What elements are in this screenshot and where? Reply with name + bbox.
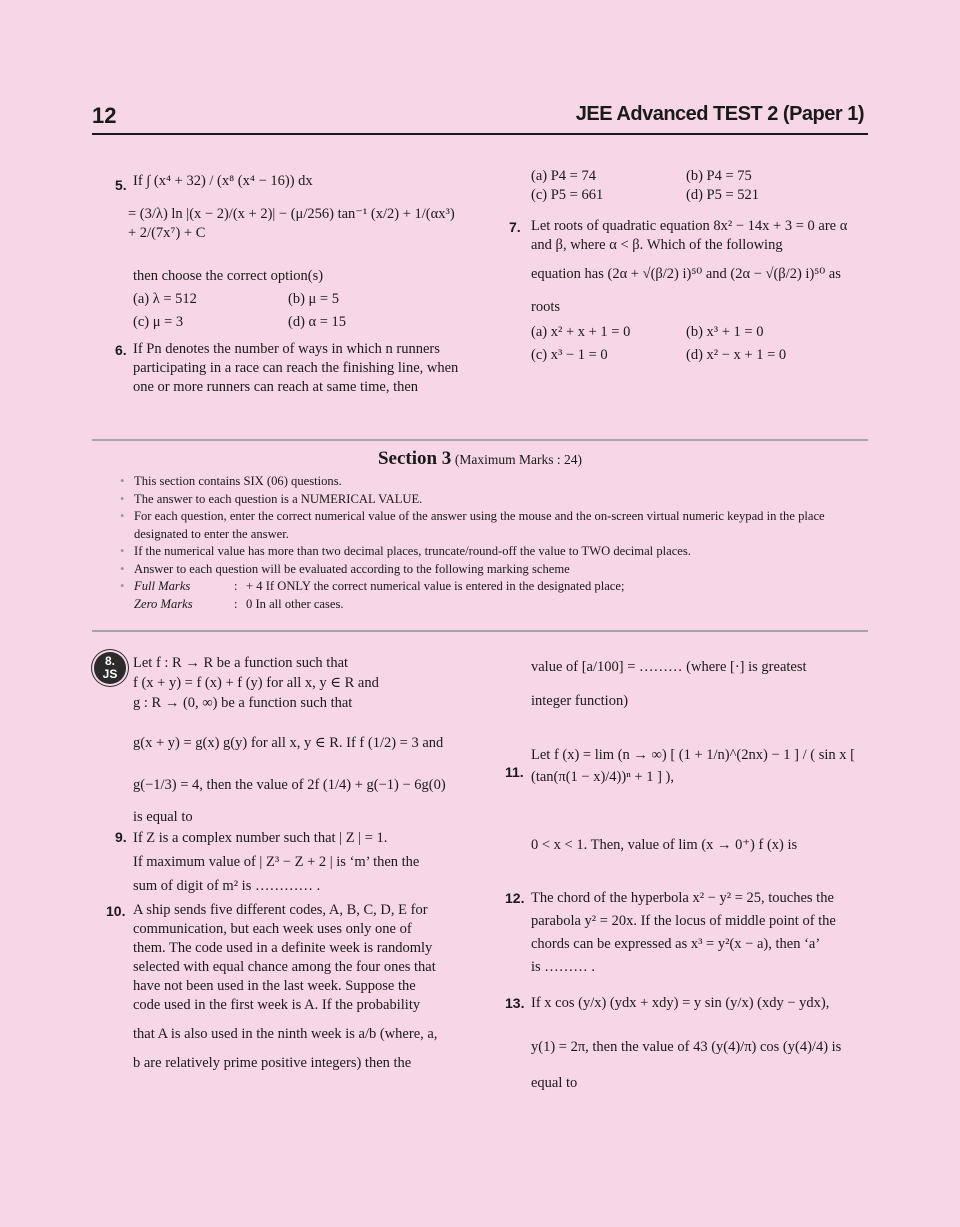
- q11-condition: 0 < x < 1. Then, value of lim (x → 0⁺) f (x) is: [531, 837, 798, 853]
- q13-number: 13.: [505, 995, 525, 1011]
- full-marks-text: + 4 If ONLY the correct numerical value is entered in the designated place;: [246, 579, 625, 593]
- question-9: [133, 826, 473, 898]
- question-5: [128, 172, 463, 332]
- rule-item: • For each question, enter the correct numerical value of the answer using the mouse and the on-screen virtual numeric keypad in the place designated to enter the answer.: [118, 508, 863, 543]
- question-10: [133, 901, 473, 1073]
- running-header-title: JEE Advanced TEST 2 (Paper 1): [575, 103, 864, 125]
- header-rule: [92, 133, 868, 135]
- question-10-continued: [531, 658, 861, 711]
- full-marks-row: • Full Marks : + 4 If ONLY the correct numerical value is entered in the designated place;: [134, 578, 863, 596]
- q7-option-c[interactable]: (c) x³ − 1 = 0: [531, 347, 608, 363]
- q13-value-line: y(1) = 2π, then the value of 43 (y(4)/π) cos (y(4)/4) is: [531, 1039, 842, 1055]
- marking-scheme: [118, 578, 863, 613]
- q10-line: code used in the first week is A. If the probability: [133, 997, 421, 1013]
- q12-line: The chord of the hyperbola x² − y² = 25, touches the: [531, 890, 834, 906]
- q8-line: g(x + y) = g(x) g(y) for all x, y ∈ R. If f (1/2) = 3 and: [133, 735, 444, 751]
- q9-line: If Z is a complex number such that | Z | = 1.: [133, 830, 388, 846]
- q10-line: have not been used in the last week. Suppose the: [133, 978, 416, 994]
- q9-line: If maximum value of | Z³ − Z + 2 | is ‘m’ then the: [133, 854, 420, 870]
- section-3-title: Section 3: [377, 448, 452, 469]
- q6-number: 6.: [115, 342, 127, 358]
- q5-option-a[interactable]: (a) λ = 512: [133, 291, 197, 307]
- q10-line: that A is also used in the ninth week is a/b (where, a,: [133, 1026, 438, 1042]
- rule-item: • This section contains SIX (06) questions.: [118, 473, 863, 491]
- section-divider-top: [92, 439, 868, 441]
- q7-option-a[interactable]: (a) x² + x + 1 = 0: [531, 324, 631, 340]
- q8-badge-tag: JS: [102, 667, 118, 681]
- q8-badge-number: 8.: [104, 654, 115, 668]
- q5-option-b[interactable]: (b) μ = 5: [288, 291, 339, 307]
- q8-line: g : R → (0, ∞) be a function such that: [133, 695, 353, 711]
- q6-option-c[interactable]: (c) P5 = 661: [531, 187, 604, 203]
- q7-text: Let roots of quadratic equation 8x² − 14x + 3 = 0 are α and β, where α < β. Which of the following: [531, 218, 848, 253]
- section-3-marks: (Maximum Marks : 24): [454, 452, 583, 467]
- q10-line: b are relatively prime positive integers) then the: [133, 1055, 412, 1071]
- q8-line: g(−1/3) = 4, then the value of 2f (1/4) + g(−1) − 6g(0): [133, 777, 446, 793]
- q10-number: 10.: [106, 903, 126, 919]
- q5-options: [133, 290, 463, 332]
- q10-line: communication, but each week uses only one of: [133, 921, 412, 937]
- q8-line: f (x + y) = f (x) + f (y) for all x, y ∈ R and: [133, 675, 379, 691]
- q10-line: selected with equal chance among the four ones that: [133, 959, 436, 975]
- q7-number: 7.: [509, 219, 521, 235]
- zero-marks-label: Zero Marks: [134, 596, 193, 611]
- q7-roots-label: roots: [531, 299, 560, 315]
- section-3-heading: [0, 448, 960, 470]
- rule-item: • If the numerical value has more than two decimal places, truncate/round-off the value to TWO decimal places.: [118, 543, 863, 561]
- rule-item: • Answer to each question will be evaluated according to the following marking scheme: [118, 561, 863, 579]
- page-number: 12: [92, 103, 117, 128]
- q8-line: Let f : R → R be a function such that: [133, 655, 349, 671]
- question-6: If Pn denotes the number of ways in which n runners participating in a race can reach the finishing line, when one or more runners can reach at same time, then: [133, 341, 459, 395]
- q7-option-b[interactable]: (b) x³ + 1 = 0: [686, 324, 764, 340]
- q13-equation: If x cos (y/x) (ydx + xdy) = y sin (y/x) (xdy − ydx),: [531, 995, 830, 1011]
- question-11: [531, 744, 861, 856]
- section-divider-bottom: [92, 630, 868, 632]
- q5-option-d[interactable]: (d) α = 15: [288, 314, 347, 330]
- rule-item: • The answer to each question is a NUMERICAL VALUE.: [118, 491, 863, 509]
- q11-limit-expression: Let f (x) = lim (n → ∞) [ (1 + 1/n)^(2nx) − 1 ] / ( sin x [ (tan(π(1 − x)/4))ⁿ + 1 ] ),: [531, 747, 855, 785]
- q5-number: 5.: [115, 177, 127, 193]
- q7-option-d[interactable]: (d) x² − x + 1 = 0: [686, 347, 787, 363]
- q5-option-c[interactable]: (c) μ = 3: [133, 314, 184, 330]
- q11-number: 11.: [505, 764, 524, 780]
- q6-option-a[interactable]: (a) P4 = 74: [531, 168, 596, 184]
- q5-prompt: then choose the correct option(s): [133, 268, 324, 284]
- q5-integral: If ∫ (x⁴ + 32) / (x⁸ (x⁴ − 16)) dx: [133, 173, 313, 189]
- q10-line: A ship sends five different codes, A, B, C, D, E for: [133, 902, 428, 918]
- zero-marks-row: Zero Marks : 0 In all other cases.: [134, 596, 863, 614]
- q12-number: 12.: [505, 890, 525, 906]
- section-3-rules: [118, 473, 863, 613]
- question-8: [133, 653, 478, 827]
- q7-equation-line: equation has (2α + √(β/2) i)⁵⁰ and (2α − √(β/2) i)⁵⁰ as: [531, 266, 841, 282]
- question-13: [531, 993, 866, 1093]
- q13-tail: equal to: [531, 1075, 578, 1091]
- full-marks-label: • Full Marks: [134, 579, 191, 593]
- q10-line: them. The code used in a definite week is randomly: [133, 940, 433, 956]
- q10-cont-line: integer function): [531, 693, 629, 709]
- q7-options: [531, 323, 861, 365]
- q12-line: is ……… .: [531, 959, 596, 975]
- q10-cont-line: value of [a/100] = ……… (where [·] is greatest: [531, 659, 807, 675]
- q5-result: = (3/λ) ln |(x − 2)/(x + 2)| − (μ/256) tan⁻¹ (x/2) + 1/(αx³) + 2/(7x⁷) + C: [128, 206, 455, 241]
- q9-line: sum of digit of m² is ………… .: [133, 878, 321, 894]
- q6-options: [531, 167, 851, 205]
- q6-option-b[interactable]: (b) P4 = 75: [686, 168, 752, 184]
- zero-marks-text: 0 In all other cases.: [246, 596, 344, 611]
- q8-line: is equal to: [133, 809, 193, 825]
- q12-line: chords can be expressed as x³ = y²(x − a), then ‘a’: [531, 936, 821, 952]
- q6-option-d[interactable]: (d) P5 = 521: [686, 187, 760, 203]
- question-7: [531, 217, 861, 365]
- q12-line: parabola y² = 20x. If the locus of middle point of the: [531, 913, 836, 929]
- question-12: [531, 887, 866, 979]
- q9-number: 9.: [115, 829, 127, 845]
- q8-badge: [94, 652, 126, 684]
